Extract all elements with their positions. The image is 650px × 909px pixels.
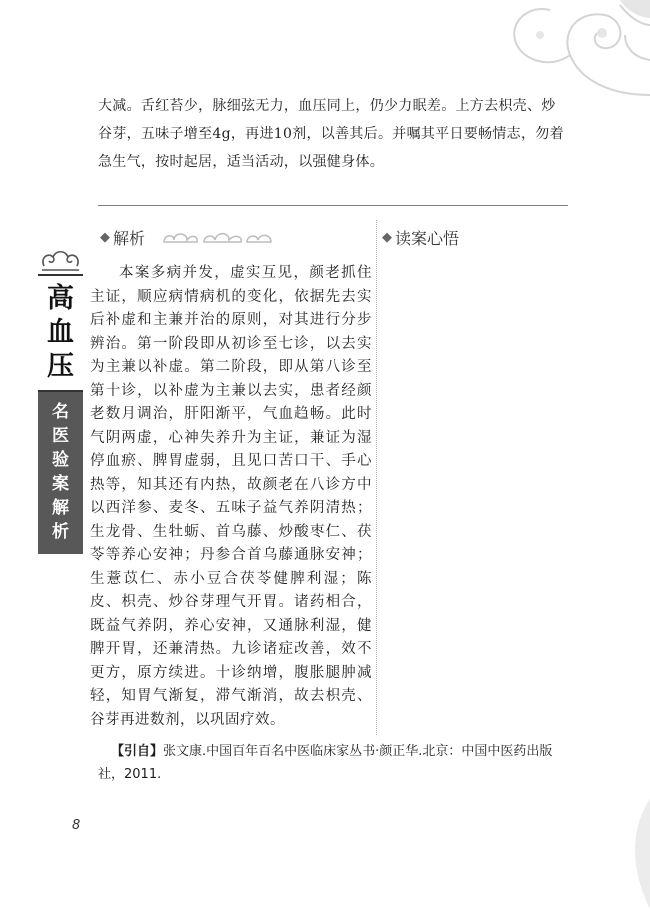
citation-tag: 【引自】	[111, 744, 164, 759]
section-divider	[98, 205, 568, 206]
tab-subtitle-char: 名	[52, 402, 69, 422]
page-number: 8	[72, 818, 81, 833]
tab-subtitle-char: 解	[52, 498, 69, 518]
notes-heading-label: 读案心悟	[395, 229, 460, 248]
notes-heading	[382, 226, 459, 249]
top-paragraph: 大减。舌红苔少，脉细弦无力，血压同上，仍少力眠差。上方去枳壳、炒谷芽，五味子增至4g，再进10剂，以善其后。并嘱其平日要畅情志，勿着急生气，按时起居，适当活动，以强健身体。	[98, 98, 564, 170]
tab-subtitle	[38, 392, 83, 554]
tab-title	[38, 274, 83, 392]
tab-subtitle-char: 析	[52, 522, 69, 542]
tab-title-char: 压	[47, 351, 74, 382]
diamond-icon: ◆	[100, 230, 110, 245]
citation-text: 张文康.中国百年百名中医临床家丛书·颜正华.北京：中国中医药出版社，2011.	[98, 744, 553, 782]
diamond-icon: ◆	[382, 230, 392, 245]
citation	[98, 740, 570, 786]
tab-subtitle-char: 验	[52, 450, 69, 470]
corner-swirl-decoration	[620, 799, 650, 909]
analysis-heading-label: 解析	[113, 229, 146, 248]
analysis-heading	[100, 226, 279, 249]
tab-title-char: 血	[47, 317, 74, 348]
analysis-body	[90, 262, 372, 732]
tab-subtitle-char: 案	[52, 474, 69, 494]
column-divider	[376, 220, 377, 735]
analysis-paragraph: 本案多病并发，虚实互见，颜老抓住主证，顺应病情病机的变化，依据先去实后补虚和主兼并治的原则，对其进行分步辨治。第一阶段即从初诊至七诊，以去实为主兼以补虚。第二阶段，即从第八诊至第十诊，以补虚为主兼以去实，患者经颜老数月调治，肝阳渐平，气血趋畅。此时气阴两虚，心神失养升为主证，兼证为湿停血瘀、脾胃虚弱，且见口苦口干、手心热等，知其还有内热，故颜老在八诊方中以西洋参、麦冬、五味子益气养阴清热；生龙骨、生牡蛎、首乌藤、炒酸枣仁、茯苓等养心安神；丹参合首乌藤通脉安神；生薏苡仁、赤小豆合茯苓健脾利湿；陈皮、枳壳、炒谷芽理气开胃。诸药相合，既益气养阴，养心安神，又通脉利湿，健脾开胃，还兼清热。九诊诸症改善，效不更方，原方续进。十诊纳增，腹胀腿肿减轻，知胃气渐复，滞气渐消，故去枳壳、谷芽再进数剂，以巩固疗效。	[90, 265, 372, 728]
tab-subtitle-char: 医	[52, 426, 69, 446]
swirl-ornament-icon	[38, 246, 83, 274]
tab-title-char: 高	[47, 283, 74, 314]
chapter-side-tab	[38, 246, 83, 554]
cloud-pattern-icon	[159, 228, 279, 248]
